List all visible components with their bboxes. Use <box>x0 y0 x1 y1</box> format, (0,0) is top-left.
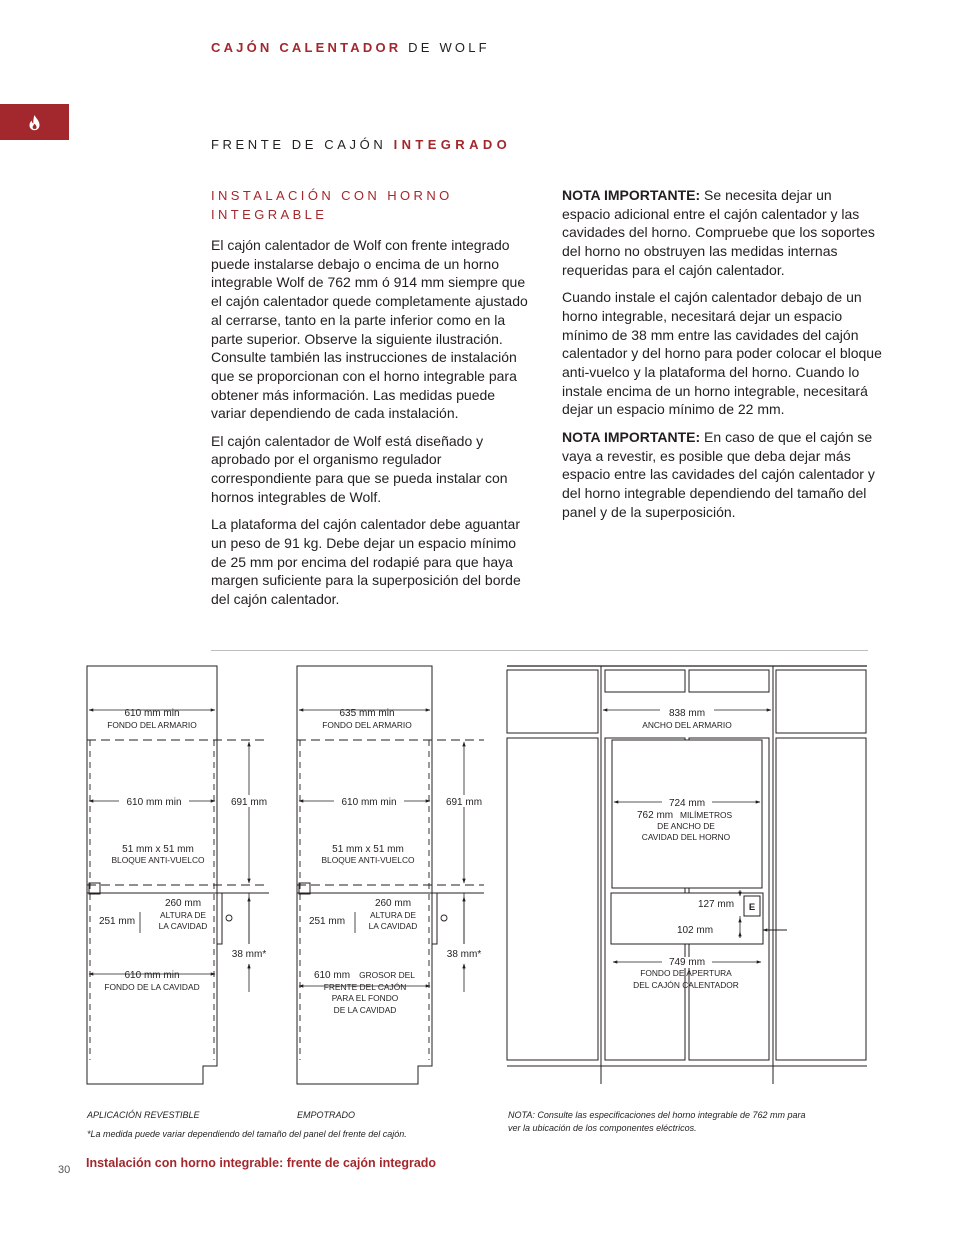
note-line: ver la ubicación de los componentes eléctricos. <box>508 1123 697 1133</box>
dim-caption: CAVIDAD DEL HORNO <box>641 832 731 842</box>
paragraph: El cajón calentador de Wolf con frente integrado puede instalarse debajo o encima de un horno integrable Wolf de 762 mm ó 914 mm siempre que el cajón calentador quede completamente ajustado al cerrarse, tanto en la parte inferior como en la parte superior. Observe la siguiente ilustración. Consulte también las instrucciones de instalación que se proporcionan con el horno integrable para obtener más información. Las medidas puede variar dependiendo de cada instalación. <box>211 237 528 422</box>
dim-label: 260 mm <box>164 898 202 909</box>
dim-label: 51 mm x 51 mm <box>332 844 404 855</box>
note-label: NOTA IMPORTANTE: <box>562 187 701 203</box>
dim-label: 838 mm <box>668 708 706 719</box>
dim-caption: ALTURA DE <box>370 910 416 920</box>
diagram-1-labels <box>99 708 273 992</box>
footer-title: Instalación con horno integrable: frente de cajón integrado <box>86 1156 437 1170</box>
footnote: *La medida puede variar dependiendo del tamaño del panel del frente del cajón. <box>87 1129 407 1139</box>
dim-caption: FONDO DEL ARMARIO <box>107 720 197 730</box>
sub-header-bold: INTEGRADO <box>393 137 512 152</box>
dim-label: 38 mm* <box>446 949 482 960</box>
dim-label: 749 mm <box>668 957 706 968</box>
dim-caption: FONDO DE APERTURA <box>640 968 732 978</box>
page-number: 30 <box>58 1164 71 1176</box>
dim-caption: PARA EL FONDO <box>331 993 399 1003</box>
paragraph: La plataforma del cajón calentador debe aguantar un peso de 91 kg. Debe dejar un espacio mínimo de 25 mm por encima del rodapié para que haya margen suficiente para la superposición del borde del cajón calentador. <box>211 516 521 608</box>
dim-caption: FRENTE DEL CAJÓN <box>323 982 407 992</box>
dim-caption: GROSOR DEL <box>359 970 415 980</box>
header-title-rest: DE WOLF <box>408 40 490 55</box>
note-text: Se necesita dejar un espacio adicional entre el cajón calentador y las cavidades del horno. Compruebe que los soportes del horno no obstruyen las medidas internas requeridas para el cajón calentador. <box>562 187 875 278</box>
diagram-2-labels <box>309 708 488 1015</box>
dim-caption: ANCHO DEL ARMARIO <box>642 720 732 730</box>
dim-label: 102 mm <box>676 925 714 936</box>
caption-flush: EMPOTRADO <box>297 1110 356 1120</box>
dim-label: 51 mm x 51 mm <box>122 844 194 855</box>
dim-label: 251 mm <box>308 916 346 927</box>
dim-label: 610 mm <box>313 970 351 981</box>
header-title-bold: CAJÓN CALENTADOR <box>211 40 402 55</box>
dim-label: 762 mm <box>637 810 674 821</box>
dim-caption: FONDO DEL ARMARIO <box>322 720 412 730</box>
dim-caption: LA CAVIDAD <box>368 921 418 931</box>
dim-label: 691 mm <box>445 797 483 808</box>
dim-label: 635 mm min <box>339 708 395 719</box>
dim-label: 38 mm* <box>231 949 267 960</box>
note-label: NOTA IMPORTANTE: <box>562 428 701 445</box>
dim-label: 691 mm <box>230 797 268 808</box>
dim-label: 610 mm min <box>124 708 180 719</box>
dim-label: 610 mm min <box>126 797 182 808</box>
dim-caption: DE ANCHO DE <box>657 821 715 831</box>
dim-label: 610 mm min <box>124 970 180 981</box>
electrical-marker: E <box>748 902 756 913</box>
dim-caption: DEL CAJÓN CALENTADOR <box>633 980 739 990</box>
paragraph: Cuando instale el cajón calentador debajo de un horno integrable, necesitará dejar un espacio mínimo de 38 mm entre las cavidades del cajón calentador y del horno para poder colocar el bloque anti-vuelco y la plataforma del horno. Cuando lo instale encima de un horno integrable, necesitará dejar un espacio mínimo de 22 mm. <box>562 289 882 418</box>
dim-label: 724 mm <box>668 798 706 809</box>
dim-label: 610 mm min <box>341 797 397 808</box>
dim-caption: BLOQUE ANTI-VUELCO <box>321 855 415 865</box>
dim-caption: BLOQUE ANTI-VUELCO <box>111 855 205 865</box>
dim-label: 260 mm <box>374 898 412 909</box>
dim-caption: MILÍMETROS <box>680 810 733 820</box>
dim-caption: FONDO DE LA CAVIDAD <box>104 982 200 992</box>
sub-header-prefix: FRENTE DE CAJÓN <box>211 137 387 152</box>
dim-label: 251 mm <box>98 916 136 927</box>
dim-caption: DE LA CAVIDAD <box>333 1005 397 1015</box>
note-text: En caso de que el cajón se vaya a revestir, es posible que deba dejar más espacio entre las cavidades del cajón calentador y del horno integrable dependiendo del tamaño del panel y de la superposición. <box>562 428 875 520</box>
paragraph: El cajón calentador de Wolf está diseñado y aprobado por el organismo regulador correspondiente para que se pueda instalar con hornos integrables de Wolf. <box>211 432 508 505</box>
dim-label: 127 mm <box>697 899 735 910</box>
caption-overlay: APLICACIÓN REVESTIBLE <box>87 1110 200 1120</box>
note-line: NOTA: Consulte las especificaciones del horno integrable de 762 mm para <box>508 1110 806 1120</box>
dim-caption: ALTURA DE <box>160 910 206 920</box>
section-title: INSTALACIÓN CON HORNO INTEGRABLE <box>211 188 453 222</box>
dim-caption: LA CAVIDAD <box>158 921 208 931</box>
